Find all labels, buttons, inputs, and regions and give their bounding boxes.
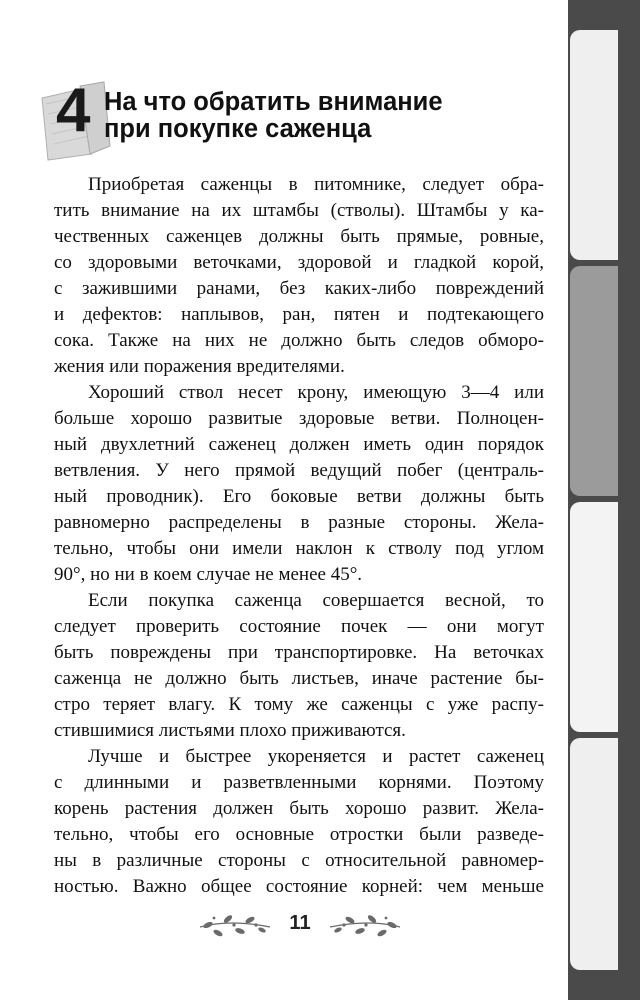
text-line: тить внимание на их штамбы (стволы). Штамбы у ка-	[54, 200, 544, 221]
text-line: чественных саженцев должны быть прямые, ровные,	[54, 226, 544, 247]
text-line: со здоровыми веточками, здоровой и гладкой корой,	[54, 252, 544, 273]
chapter-title-line-1: На что обратить внимание	[104, 88, 443, 116]
paragraph-4	[54, 744, 544, 900]
page-number: 11	[289, 912, 311, 934]
paragraph-3	[54, 588, 544, 744]
paragraph-1	[54, 172, 544, 380]
text-line: быть повреждены при транспортировке. На веточках	[54, 642, 544, 663]
thumb-tab-1	[570, 30, 618, 260]
body-text	[54, 172, 544, 900]
text-line: тельно, чтобы они имели наклон к стволу под углом	[54, 538, 544, 559]
thumb-tab-3	[570, 502, 618, 732]
text-line: Хороший ствол несет крону, имеющую 3—4 или	[88, 382, 544, 403]
text-line: с длинными и разветвленными корнями. Поэтому	[54, 772, 544, 793]
text-line: больше хорошо развитые здоровые ветви. Полноцен-	[54, 408, 544, 429]
text-line: саженца не должно быть листьев, иначе растение бы-	[54, 668, 544, 689]
text-line: Лучше и быстрее укореняется и растет саженец	[88, 746, 544, 767]
chapter-title	[104, 89, 443, 143]
text-line: корень растения должен быть хорошо развит. Жела-	[54, 798, 544, 819]
text-line: 90°, но ни в коем случае не менее 45°.	[54, 564, 363, 585]
text-line: ный двухлетний саженец должен иметь один порядок	[54, 434, 544, 455]
text-line: ветвления. У него прямой ведущий побег (централь-	[54, 460, 544, 481]
text-line: тельно, чтобы его основные отростки были разведе-	[54, 824, 544, 845]
text-line: ный проводник). Его боковые ветви должны быть	[54, 486, 544, 507]
paragraph-2	[54, 380, 544, 588]
text-line: Если покупка саженца совершается весной, то	[88, 590, 544, 611]
thumb-tab-2-active	[570, 266, 618, 496]
text-line: стившимися листьями плохо приживаются.	[54, 720, 406, 741]
text-line: с зажившими ранами, без каких-либо повреждений	[54, 278, 544, 299]
chapter-number: 4	[56, 76, 91, 145]
text-line: жения или поражения вредителями.	[54, 356, 345, 377]
text-line: и дефектов: наплывов, ран, пятен и подтекающего	[54, 304, 544, 325]
chapter-title-line-2: при покупке саженца	[104, 115, 372, 143]
text-line: ностью. Важно общее состояние корней: чем меньше	[54, 876, 544, 897]
text-line: стро теряет влагу. К тому же саженцы с уже распу-	[54, 694, 544, 715]
text-line: сока. Также на них не должно быть следов обморо-	[54, 330, 544, 351]
thumb-tab-4	[570, 738, 618, 970]
text-line: равномерно распределены в разные стороны. Жела-	[54, 512, 544, 533]
text-line: ны в различные стороны с относительной равномер-	[54, 850, 544, 871]
text-line: следует проверить состояние почек — они могут	[54, 616, 544, 637]
text-line: Приобретая саженцы в питомнике, следует обра-	[88, 174, 544, 195]
